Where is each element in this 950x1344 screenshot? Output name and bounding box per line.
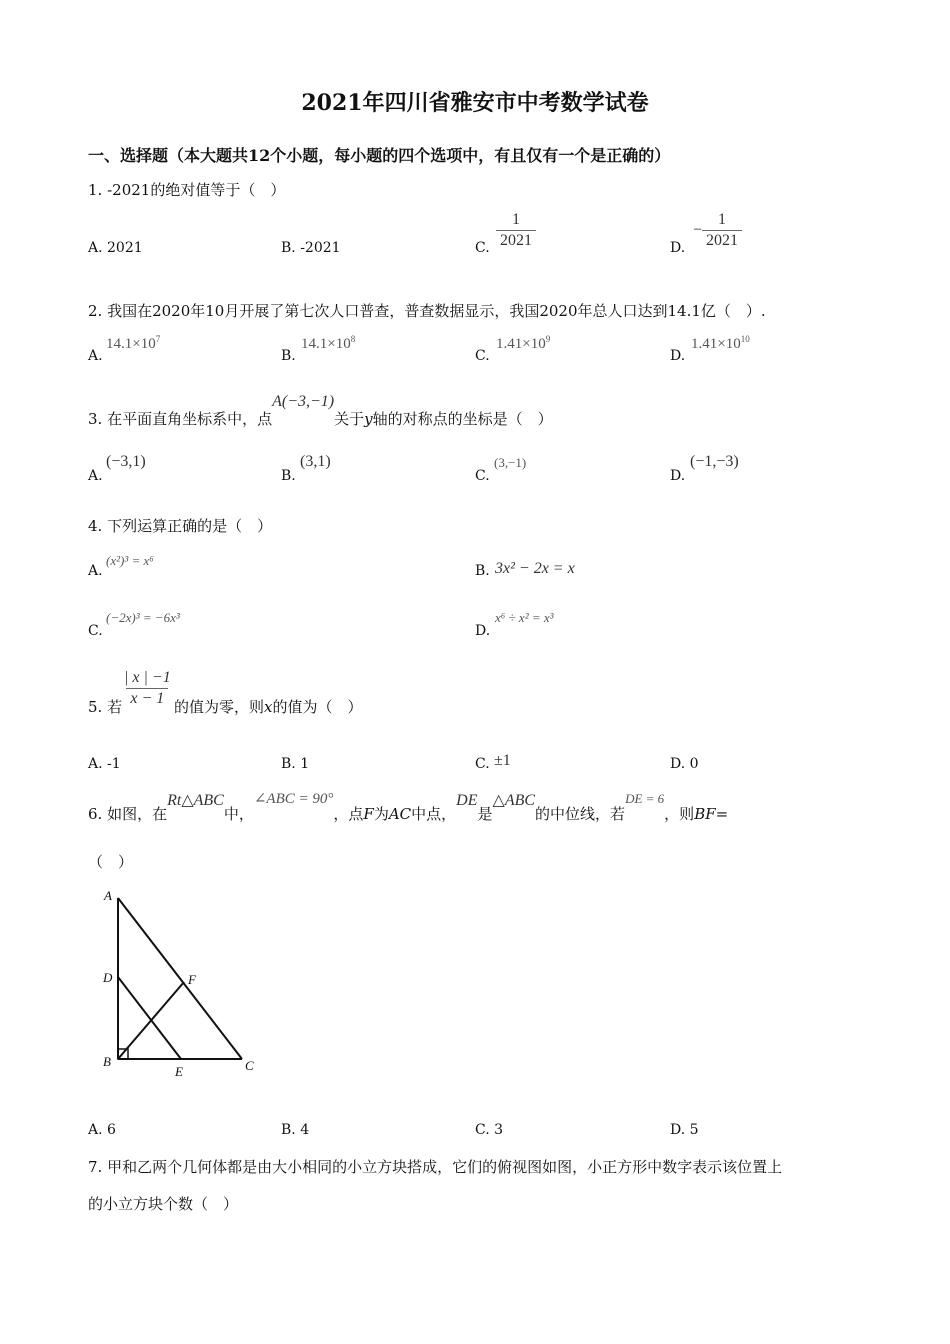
label-c: C [245, 1058, 254, 1073]
q3-option-a: (−3,1) [106, 453, 146, 470]
q3-option-c-label: C. [475, 468, 490, 484]
section-heading: 一、选择题（本大题共12个小题，每小题的四个选项中，有且仅有一个是正确的） [88, 146, 671, 165]
q3-option-c: (3,−1) [494, 455, 527, 470]
q1-stem: 1. -2021的绝对值等于（ ） [88, 181, 286, 199]
side-ac [118, 898, 242, 1059]
q7-stem-line1: 7. 甲和乙两个几何体都是由大小相同的小立方块搭成，它们的俯视图如图，小正方形中数字表示该位置上 [88, 1158, 783, 1176]
q6-stem: 6. 如图，在Rt△ABC中，∠ABC = 90°，点F为AC中点，DE是△ABC的中位线，若DE = 6，则BF= [88, 791, 729, 823]
q2-option-b: $14.1\times 10^8$ [301, 334, 356, 352]
q5-option-b: B. 1 [281, 756, 310, 772]
q6-answer-paren: （ ） [88, 853, 134, 871]
q3-option-b: (3,1) [300, 453, 331, 470]
q4-option-a: (x²)³ = x⁶ [106, 553, 154, 568]
q1-option-c-label: C. [475, 240, 490, 256]
q6-option-b: B. 4 [281, 1122, 310, 1138]
q2-option-d-label: D. [670, 348, 686, 364]
q5-fraction: $\frac{| x | -1}{x - 1}$ [124, 669, 171, 707]
segment-bf [118, 982, 184, 1059]
label-a: A [104, 888, 112, 903]
label-f: F [188, 972, 196, 987]
q4-option-a-label: A. [88, 563, 103, 579]
q4-option-d: x⁶ ÷ x² = x³ [495, 610, 554, 625]
q2-option-b-label: B. [281, 348, 296, 364]
q6-option-a: A. 6 [88, 1122, 116, 1138]
q4-option-d-label: D. [475, 623, 491, 639]
q2-option-a: $14.1\times 10^7$ [106, 334, 161, 352]
q3-option-d-label: D. [670, 468, 686, 484]
q4-option-b: 3x² − 2x = x [495, 560, 575, 577]
page-title: 2021年四川省雅安市中考数学试卷 [301, 90, 649, 116]
q4-stem: 4. 下列运算正确的是（ ） [88, 517, 273, 535]
q6-option-c: C. 3 [475, 1122, 504, 1138]
q3-option-d: (−1,−3) [690, 453, 739, 470]
q2-option-c-label: C. [475, 348, 490, 364]
q7-stem-line2: 的小立方块个数（ ） [88, 1195, 239, 1213]
q2-option-d: $1.41\times 10^{10}$ [691, 334, 750, 352]
q1-option-a: A. 2021 [88, 240, 143, 256]
q2-option-a-label: A. [88, 348, 103, 364]
q5-stem-prefix: 5. 若 [88, 698, 123, 716]
q1-option-d-label: D. [670, 240, 686, 256]
q5-option-d: D. 0 [670, 756, 699, 772]
q5-stem-suffix: 的值为零，则x的值为（ ） [174, 698, 363, 716]
q3-option-b-label: B. [281, 468, 296, 484]
q1-option-d: − $\frac{1}{2021}$ [693, 210, 742, 251]
q3-option-a-label: A. [88, 468, 103, 484]
q2-stem: 2. 我国在2020年10月开展了第七次人口普查，普查数据显示，我国2020年总人口达到14.1亿（ ）. [88, 302, 766, 320]
q4-option-b-label: B. [475, 563, 490, 579]
q1-option-b: B. -2021 [281, 240, 341, 256]
q6-triangle-figure [95, 880, 270, 1085]
q1-option-c: $\frac{1}{2021}$ [496, 210, 536, 251]
q6-option-d: D. 5 [670, 1122, 699, 1138]
q2-option-c: $1.41\times 10^9$ [496, 334, 551, 352]
q4-option-c: (−2x)³ = −6x³ [106, 610, 180, 625]
q5-option-c-label: C. [475, 756, 490, 772]
q4-option-c-label: C. [88, 623, 103, 639]
q3-stem: 3. 在平面直角坐标系中，点A(−3,−1)关于y轴的对称点的坐标是（ ） [88, 393, 553, 428]
q5-option-c: ±1 [494, 752, 511, 769]
label-b: B [103, 1054, 111, 1069]
label-d: D [103, 970, 113, 985]
label-e: E [175, 1064, 183, 1079]
q5-option-a: A. -1 [88, 756, 121, 772]
